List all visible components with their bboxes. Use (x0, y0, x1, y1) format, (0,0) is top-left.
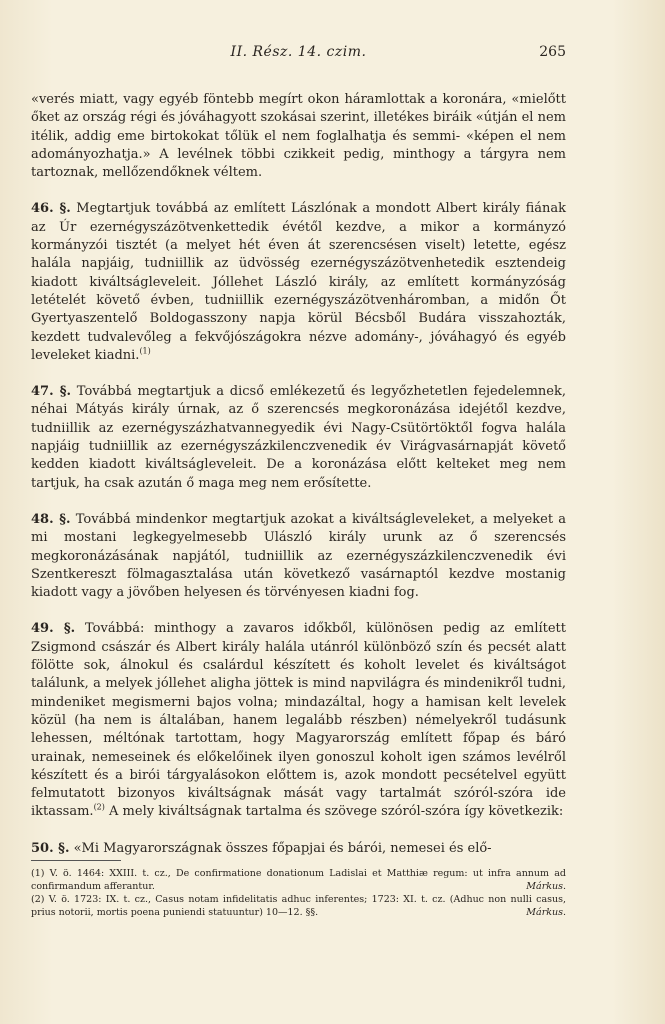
section-number: 50. §. (31, 840, 70, 856)
main-text (31, 91, 566, 858)
footnotes (31, 868, 566, 920)
paragraph-49 (31, 620, 566, 821)
paragraph-50 (31, 840, 566, 858)
paragraph (31, 91, 566, 182)
paragraph-text-tail: A mely kiváltságnak tartalma és szövege szóról-szóra így következik: (104, 804, 564, 820)
footnote-text: (1) V. ö. 1464: XXIII. t. cz., De confirmatione donationum Ladislai et Matthiæ regum: ut infra annum ad confirmandum afferantur. (31, 868, 566, 892)
footnote-ref: (1) (139, 346, 151, 356)
paragraph-46 (31, 200, 566, 365)
footnote-2 (31, 894, 566, 919)
paragraph-text: «verés miatt, vagy egyéb föntebb megírt okon háramlottak a koronára, «mielőtt őket az ország régi és jóváhagyott szokásai szerint, illetékes biráik «útján el nem itélik, addig eme birtokokat tőlük el nem foglalhatja és semmi- «képen el nem adományozhatja.» A levélnek többi czikkeit pedig, minthogy a tárgyra nem tartoznak, mellőzendőknek véltem. (31, 92, 566, 181)
section-number: 49. §. (31, 621, 76, 637)
paragraph-text: Továbbá: minthogy a zavaros időkből, különösen pedig az említett Zsigmond császár és Albert király halála utánról különböző szín és pecsét alatt fölötte sok, álnokul és csalárdul készített és koholt levelet és kiváltságot találunk, a melyek jóllehet aligha jöttek is mind napvilágra és mindenikről tudni, mindeniket megismerni bajos volna; mindazáltal, hogy a hamisan kelt levelek közül (ha nem is általában, hanem legalább részben) némelyekről tudásunk lehessen, méltónak tartottam, hogy Magyarország említett főpap és báró urainak, nemeseinek és előkelőinek ilyen gonoszul koholt igen számos levélről készített és a birói tárgyalásokon előttem is, azok mondott pecsételvel együtt felmutatott bizonyos kiváltságnak mását vagy tartalmát szóról-szóra ide iktassam. (31, 621, 567, 820)
page-number: 265 (539, 44, 566, 60)
running-head (31, 44, 566, 64)
footnote-1 (31, 868, 566, 893)
paragraph-47 (31, 383, 566, 493)
paragraph-text: Megtartjuk továbbá az említett Lászlónak a mondott Albert király fiának az Úr ezernégyszázötvenkettedik évétől kezdve, a mikor a kormányzó kormányzói tisztét (a melyet hét éven át szerencsésen viselt) letette, egész halála napjáig, tudniillik az üdvösség ezernégyszázötvenhetedik esztendeig kiadott kiváltságleveleit. Jóllehet László király, az említett kormányzóság letételét követő évben, tudniillik ezernégyszázötvenháromban, a midőn Őt Gyertyaszentelő Boldogasszony napja körül Bécsből Budára visszahozták, kezdett tudvalevőleg a fekvőjószágokra nézve adomány-, jóváhagyó és egyéb leveleket kiadni. (31, 201, 567, 363)
footnote-ref: (2) (93, 803, 105, 813)
footnote-text: (2) V. ö. 1723: IX. t. cz., Casus notam infidelitatis adhuc inferentes; 1723: XI. t. cz. (Adhuc non nulli casus, prius notorii, mortis poena puniendi statuuntur) 10—12. §§. (31, 894, 566, 918)
footnote-divider (31, 860, 121, 861)
running-title: II. Rész. 14. czim. (230, 44, 367, 60)
section-number: 46. §. (31, 201, 71, 217)
section-number: 48. §. (31, 511, 71, 527)
paragraph-text: «Mi Magyarországnak összes főpapjai és bárói, nemesei és elő- (69, 840, 492, 856)
paragraph-text: Továbbá mindenkor megtartjuk azokat a kiváltságleveleket, a melyeket a mi mostani legkegyelmesebb Ulászló király urunk az ő szerencsés megkoronázásának napjától, tudniillik az ezernégyszázkilenczvenedik évi Szentkereszt fölmagasztalása után következő vasárnaptól kezdve mostanig kiadott vagy a jövőben helyesen és törvényesen kiadni fog. (31, 511, 566, 601)
section-number: 47. §. (31, 384, 72, 400)
paragraph-48 (31, 511, 566, 602)
footnote-signature: Márkus. (526, 880, 566, 892)
footnote-signature: Márkus. (526, 906, 566, 918)
paragraph-text: Továbbá megtartjuk a dicső emlékezetű és legyőzhetetlen fejedelemnek, néhai Mátyás király úrnak, az ő szerencsés megkoronázása idejétől kezdve, tudniillik az ezernégyszázhatvannegyedik évi Nagy-Csütörtöktől fogva halála napjáig tudniillik az ezernégyszázkilenczvenedik év Virágvasárnapját követő kedden kiadott kiváltságleveleit. De a koronázása előtt kelteket meg nem tartjuk, ha csak azután ő maga meg nem erősítette. (31, 384, 567, 491)
